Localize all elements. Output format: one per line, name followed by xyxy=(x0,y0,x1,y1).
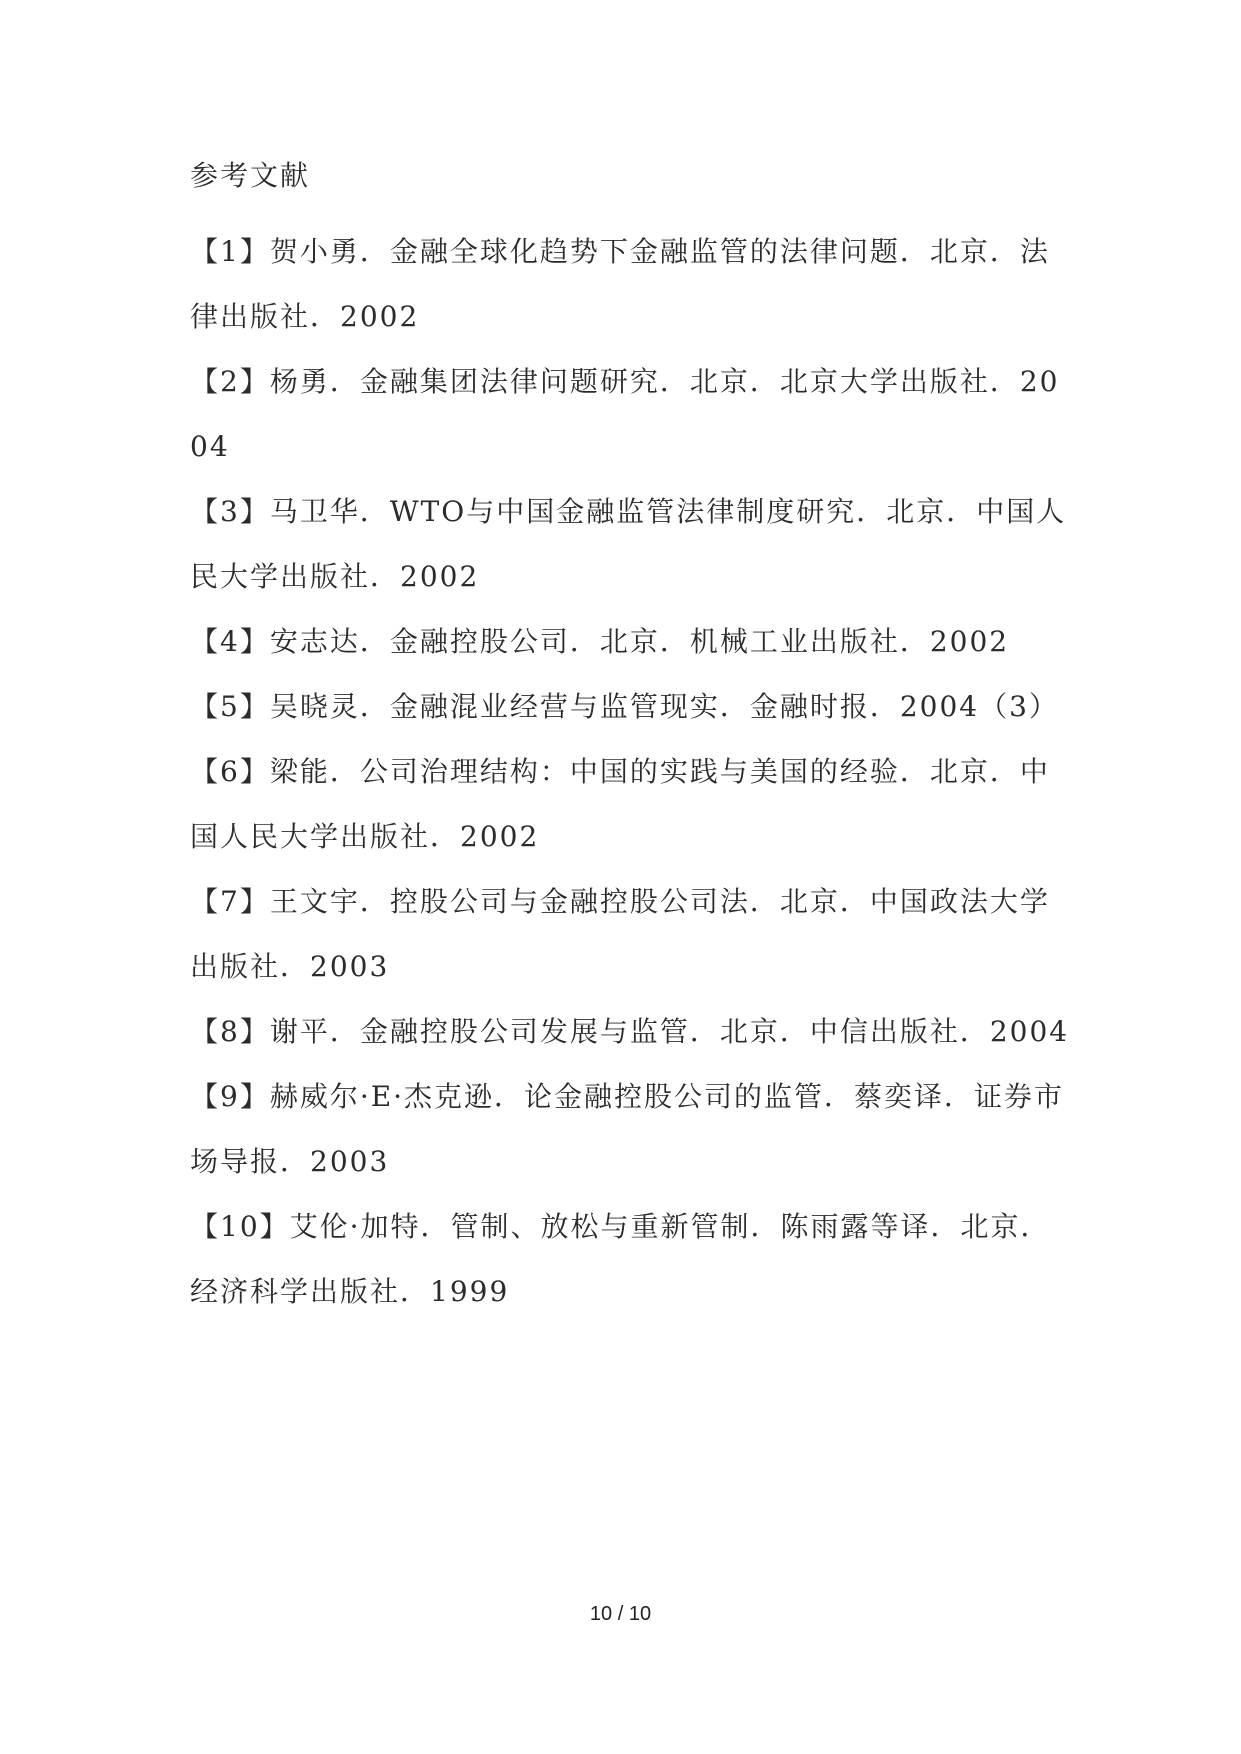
reference-item-9: 【9】赫威尔·E·杰克逊．论金融控股公司的监管．蔡奕译．证券市场导报．2003 xyxy=(190,1080,1065,1178)
reference-item-1: 【1】贺小勇．金融全球化趋势下金融监管的法律问题．北京．法律出版社．2002 xyxy=(190,235,1050,333)
reference-item-10: 【10】艾伦·加特．管制、放松与重新管制．陈雨露等译．北京．经济科学出版社．1999 xyxy=(190,1210,1051,1308)
reference-item-8: 【8】谢平．金融控股公司发展与监管．北京．中信出版社．2004 xyxy=(190,1015,1070,1048)
reference-item-2: 【2】杨勇．金融集团法律问题研究．北京．北京大学出版社．2004 xyxy=(190,365,1060,463)
reference-item-6: 【6】梁能．公司治理结构：中国的实践与美国的经验．北京．中国人民大学出版社．2002 xyxy=(190,755,1050,853)
reference-item-7: 【7】王文宇．控股公司与金融控股公司法．北京．中国政法大学出版社．2003 xyxy=(190,885,1050,983)
reference-section xyxy=(190,155,1070,1324)
reference-item-4: 【4】安志达．金融控股公司．北京．机械工业出版社．2002 xyxy=(190,625,1010,658)
section-heading: 参考文献 xyxy=(190,159,311,192)
reference-item-5: 【5】吴晓灵．金融混业经营与监管现实．金融时报．2004（3） xyxy=(190,690,1059,723)
reference-item-3: 【3】马卫华．WTO与中国金融监管法律制度研究．北京．中国人民大学出版社．2002 xyxy=(190,495,1067,593)
page-number: 10 / 10 xyxy=(589,1603,652,1625)
